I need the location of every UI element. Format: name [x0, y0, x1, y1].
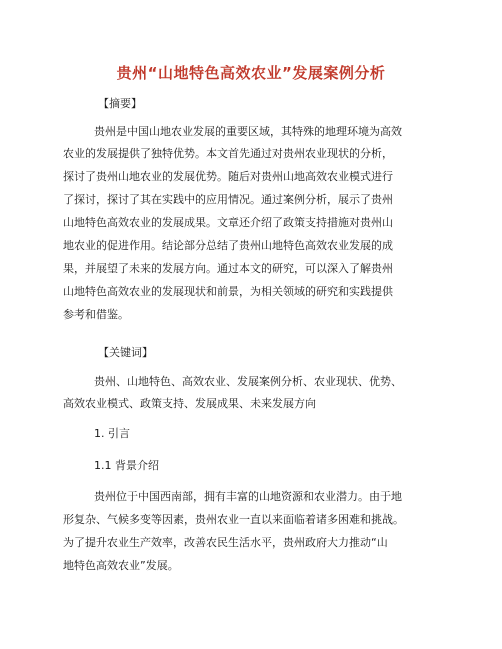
abstract-heading: 【摘要】 [98, 97, 142, 110]
abstract-line: 农业的发展提供了独特优势。本文首先通过对贵州农业现状的分析， [63, 147, 393, 160]
abstract-line: 果，并展望了未来的发展方向。通过本文的研究，可以深入了解贵州 [63, 262, 393, 275]
body-line: 为了提升农业生产效率，改善农民生活水平，贵州政府大力推动“山 [63, 536, 388, 549]
subsection-heading: 1.1 背景介绍 [94, 459, 159, 472]
abstract-line: 探讨了贵州山地农业的发展优势。随后对贵州山地高效农业模式进行 [63, 170, 393, 183]
abstract-line: 了探讨，探讨了其在实践中的应用情况。通过案例分析，展示了贵州 [63, 193, 393, 206]
document-title: 贵州“山地特色高效农业”发展案例分析 [116, 64, 386, 82]
keywords-line: 贵州、山地特色、高效农业、发展案例分析、农业现状、优势、 [94, 375, 402, 388]
body-line: 贵州位于中国西南部，拥有丰富的山地资源和农业潜力。由于地 [94, 490, 402, 503]
abstract-line: 山地特色高效农业的发展成果。文章还介绍了政策支持措施对贵州山 [63, 216, 393, 229]
abstract-line: 参考和借鉴。 [63, 308, 129, 321]
body-line: 地特色高效农业”发展。 [63, 559, 179, 572]
keywords-line: 高效农业模式、政策支持、发展成果、未来发展方向 [63, 397, 316, 410]
section-heading: 1. 引言 [94, 427, 130, 440]
keywords-heading: 【关键词】 [98, 346, 153, 359]
abstract-line: 贵州是中国山地农业发展的重要区域，其特殊的地理环境为高效 [94, 125, 402, 138]
abstract-line: 地农业的促进作用。结论部分总结了贵州山地特色高效农业发展的成 [63, 239, 393, 252]
body-line: 形复杂、气候多变等因素，贵州农业一直以来面临着诸多困难和挑战。 [63, 513, 404, 526]
abstract-line: 山地特色高效农业的发展现状和前景，为相关领域的研究和实践提供 [63, 285, 393, 298]
